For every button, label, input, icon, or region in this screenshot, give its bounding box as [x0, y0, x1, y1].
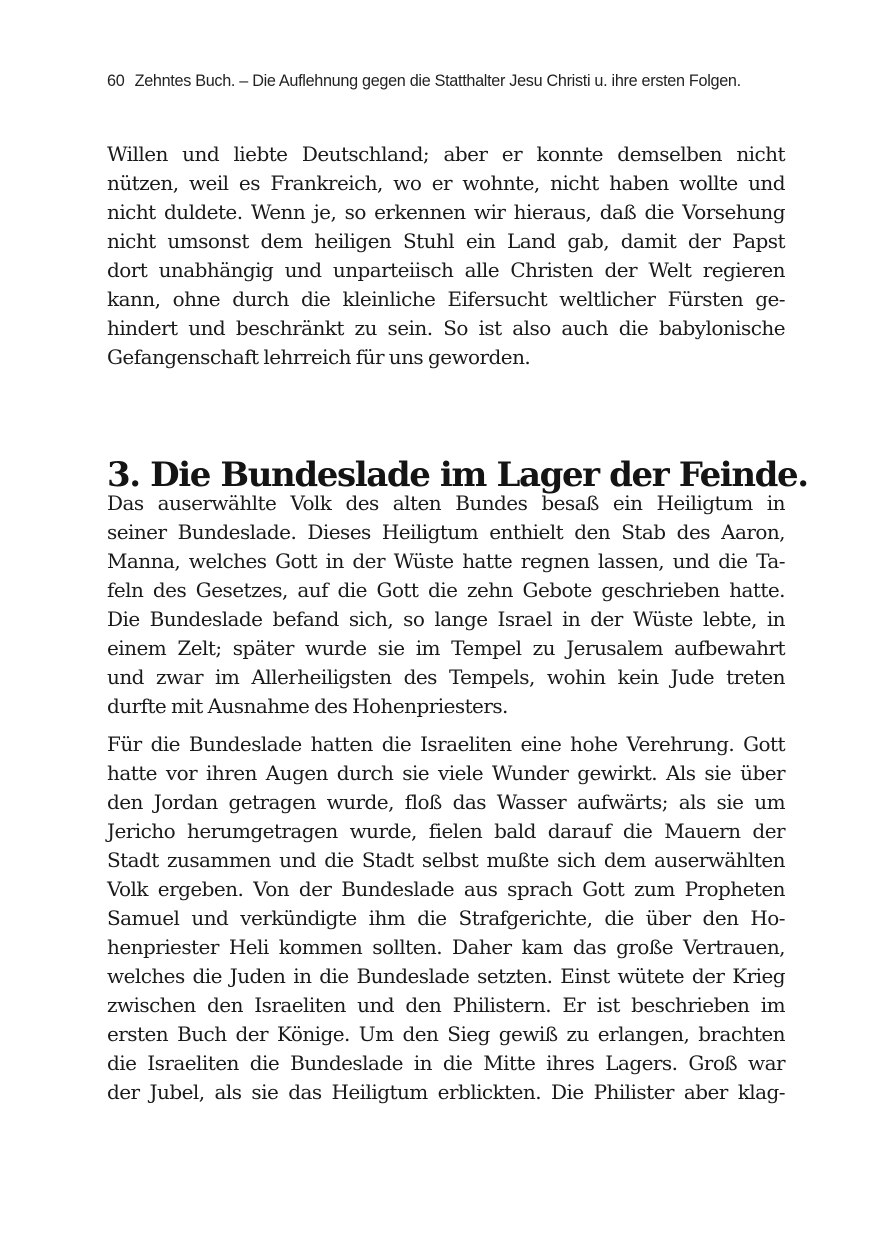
section-heading: 3. Die Bundeslade im Lager der Feinde.	[107, 455, 808, 496]
text-line: Das auserwählte Volk des alten Bundes besaß ein Heiligtum in	[107, 491, 785, 515]
text-line: ersten Buch der Könige. Um den Sieg gewiß zu erlangen, brachten	[107, 1022, 785, 1046]
text-line: der Jubel, als sie das Heiligtum erblickten. Die Philister aber klag-	[107, 1080, 785, 1104]
text-line: den Jordan getragen wurde, floß das Wasser aufwärts; als sie um	[107, 790, 785, 814]
text-line: die Israeliten die Bundeslade in die Mitte ihres Lagers. Groß war	[107, 1051, 785, 1075]
paragraph-2	[107, 489, 785, 721]
text-line: Die Bundeslade befand sich, so lange Israel in der Wüste lebte, in	[107, 607, 785, 631]
running-title: Zehntes Buch. – Die Auflehnung gegen die Statthalter Jesu Christi u. ihre ersten Folgen.	[134, 72, 741, 90]
text-line: Volk ergeben. Von der Bundeslade aus sprach Gott zum Propheten	[107, 877, 785, 901]
text-line: dort unabhängig und unparteiisch alle Christen der Welt regieren	[107, 258, 785, 282]
book-page	[107, 0, 808, 1240]
text-line: hatte vor ihren Augen durch sie viele Wunder gewirkt. Als sie über	[107, 761, 785, 785]
text-line: kann, ohne durch die kleinliche Eifersucht weltlicher Fürsten ge-	[107, 287, 785, 311]
running-header	[107, 70, 785, 92]
text-line: Gefangenschaft lehrreich für uns geworden.	[107, 345, 531, 369]
text-line: zwischen den Israeliten und den Philistern. Er ist beschrieben im	[107, 993, 785, 1017]
text-line: hindert und beschränkt zu sein. So ist also auch die babylonische	[107, 316, 785, 340]
text-line: einem Zelt; später wurde sie im Tempel zu Jerusalem aufbewahrt	[107, 636, 785, 660]
text-line: Jericho herumgetragen wurde, fielen bald darauf die Mauern der	[107, 819, 785, 843]
text-line: Für die Bundeslade hatten die Israeliten eine hohe Verehrung. Gott	[107, 732, 785, 756]
text-line: Samuel und verkündigte ihm die Strafgerichte, die über den Ho-	[107, 906, 785, 930]
paragraph-1	[107, 140, 785, 372]
text-line: henpriester Heli kommen sollten. Daher kam das große Vertrauen,	[107, 935, 785, 959]
text-line: nicht duldete. Wenn je, so erkennen wir hieraus, daß die Vorsehung	[107, 200, 785, 224]
text-line: Manna, welches Gott in der Wüste hatte regnen lassen, und die Ta-	[107, 549, 785, 573]
text-line: feln des Gesetzes, auf die Gott die zehn Gebote geschrieben hatte.	[107, 578, 785, 602]
text-line: und zwar im Allerheiligsten des Tempels, wohin kein Jude treten	[107, 665, 785, 689]
text-line: nicht umsonst dem heiligen Stuhl ein Land gab, damit der Papst	[107, 229, 785, 253]
page-number: 60	[107, 72, 125, 90]
text-line: welches die Juden in die Bundeslade setzten. Einst wütete der Krieg	[107, 964, 785, 988]
text-line: Stadt zusammen und die Stadt selbst mußte sich dem auserwählten	[107, 848, 785, 872]
text-line: seiner Bundeslade. Dieses Heiligtum enthielt den Stab des Aaron,	[107, 520, 785, 544]
paragraph-3	[107, 730, 785, 1107]
text-line: durfte mit Ausnahme des Hohenpriesters.	[107, 694, 508, 718]
text-line: Willen und liebte Deutschland; aber er konnte demselben nicht	[107, 142, 785, 166]
text-line: nützen, weil es Frankreich, wo er wohnte, nicht haben wollte und	[107, 171, 785, 195]
